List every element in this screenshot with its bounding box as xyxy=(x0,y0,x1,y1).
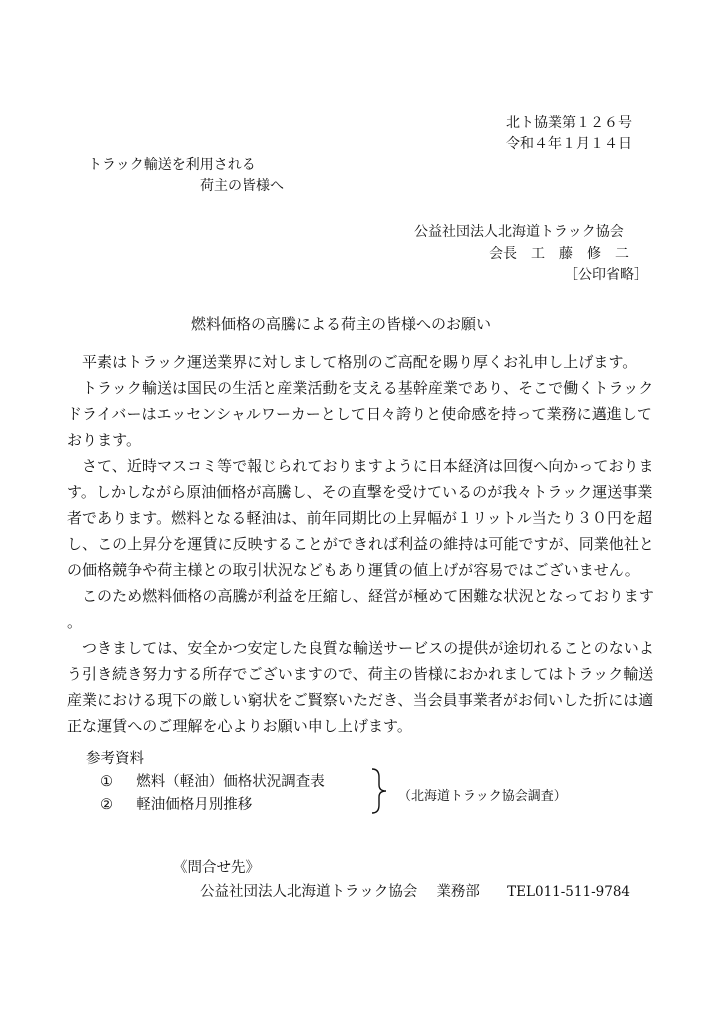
document-number: 北ト協業第１２６号 xyxy=(506,115,632,131)
right-brace-icon xyxy=(369,767,389,815)
reference-label: 燃料（軽油）価格状況調査表 xyxy=(136,774,325,790)
contact-organization: 公益社団法人北海道トラック協会 xyxy=(200,884,418,900)
contact-phone: TEL011-511-9784 xyxy=(507,884,630,900)
recipient-line-2: 荷主の皆様へ xyxy=(200,178,284,194)
contact-department: 業務部 xyxy=(436,884,480,900)
sender-chairman: 会長 工 藤 修 二 xyxy=(489,246,629,262)
body-paragraph: このため燃料価格の高騰が利益を圧縮し、経営が極めて困難な状況となっております。 xyxy=(67,587,654,631)
recipient-line-1: トラック輸送を利用される xyxy=(88,157,256,173)
body-paragraph: つきましては、安全かつ安定した良質な輸送サービスの提供が途切れることのないよう引き続き努力する所存でございますので、荷主の皆様におかれましてはトラック輸送産業における現下の厳しい窮状をご賢察いただき、当会員事業者がお伺いした折には適正な運賃へのご理解を心よりお願い申し上げます。 xyxy=(67,639,654,735)
references-heading: 参考資料 xyxy=(86,751,144,767)
body-paragraph: さて、近時マスコミ等で報じられておりますように日本経済は回復へ向かっております。しかしながら原油価格が高騰し、その直撃を受けているのが我々トラック運送事業者であります。燃料となる軽油は、前年同期比の上昇幅が１リットル当たり３０円を超し、この上昇分を運賃に反映することができれば利益の維持は可能ですが、同業他社との価格競争や荷主様との取引状況などもあり運賃の値上げが容易ではございません。 xyxy=(67,457,654,579)
reference-marker: ② xyxy=(100,797,113,813)
document-date: 令和４年１月１４日 xyxy=(506,136,632,152)
body-paragraph: トラック輸送は国民の生活と産業活動を支える基幹産業であり、そこで働くトラックドライバーはエッセンシャルワーカーとして日々誇りと使命感を持って業務に邁進しております。 xyxy=(67,379,654,449)
document-title: 燃料価格の高騰による荷主の皆様へのお願い xyxy=(191,315,492,333)
reference-source-note: （北海道トラック協会調査） xyxy=(398,789,567,804)
reference-item xyxy=(100,795,252,815)
document-body xyxy=(67,349,659,739)
reference-marker: ① xyxy=(100,774,113,790)
reference-label: 軽油価格月別推移 xyxy=(136,797,253,813)
contact-details xyxy=(200,881,630,903)
reference-item xyxy=(100,772,325,792)
seal-omitted-note: ［公印省略］ xyxy=(564,267,648,283)
body-paragraph: 平素はトラック運送業界に対しまして格別のご高配を賜り厚くお礼申し上げます。 xyxy=(82,353,638,371)
contact-heading: 《問合せ先》 xyxy=(173,860,260,876)
sender-organization: 公益社団法人北海道トラック協会 xyxy=(414,224,624,240)
